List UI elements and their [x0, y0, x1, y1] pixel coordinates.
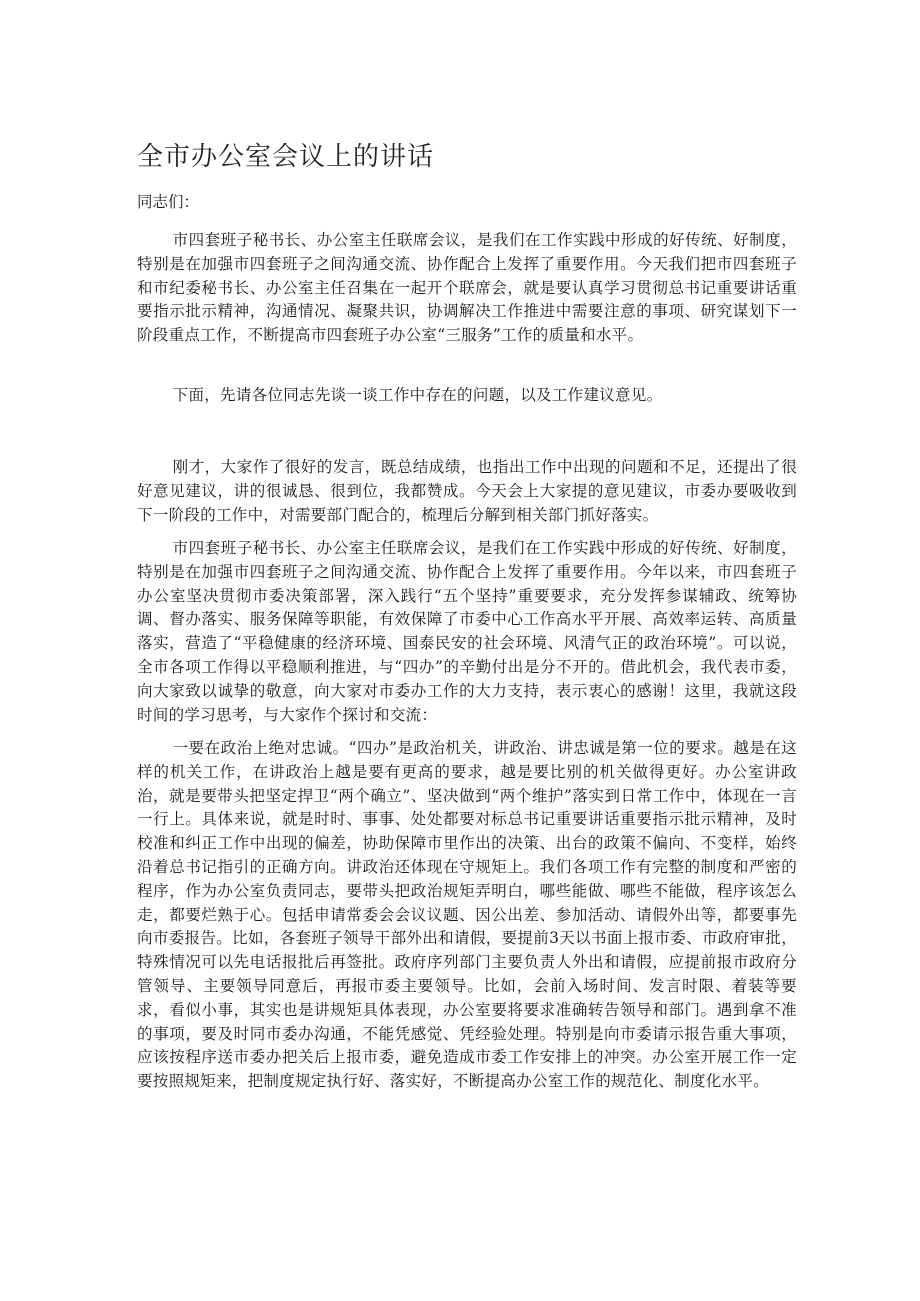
paragraph-1: 市四套班子秘书长、办公室主任联席会议，是我们在工作实践中形成的好传统、好制度，特别是在加强市四套班子之间沟通交流、协作配合上发挥了重要作用。今天我们把市四套班子和市纪委秘书长、办公室主任召集在一起开个联席会，就是要认真学习贯彻总书记重要讲话重要指示批示精神，沟通情况、凝聚共识，协调解决工作推进中需要注意的事项、研究谋划下一阶段重点工作，不断提高市四套班子办公室“三服务”工作的质量和水平。 [137, 231, 797, 345]
document-title: 全市办公室会议上的讲话 [137, 142, 435, 172]
paragraph-5: 一要在政治上绝对忠诚。“四办”是政治机关，讲政治、讲忠诚是第一位的要求。越是在这样的机关工作，在讲政治上越是要有更高的要求，越是要比别的机关做得更好。办公室讲政治，就是要带头把坚定捍卫“两个确立”、坚决做到“两个维护”落实到日常工作中，体现在一言一行上。具体来说，就是时时、事事、处处都要对标总书记重要讲话重要指示批示精神，及时校准和纠正工作中出现的偏差，协助保障市里作出的决策、出台的政策不偏向、不变样，始终沿着总书记指引的正确方向。讲政治还体现在守规矩上。我们各项工作有完整的制度和严密的程序，作为办公室负责同志，要带头把政治规矩弄明白，哪些能做、哪些不能做，程序该怎么走，都要烂熟于心。包括申请常委会会议议题、因公出差、参加活动、请假外出等，都要事先向市委报告。比如，各套班子领导干部外出和请假，要提前3天以书面上报市委、市政府审批，特殊情况可以先电话报批后再签批。政府序列部门主要负责人外出和请假，应提前报市政府分管领导、主要领导同意后，再报市委主要领导。比如，会前入场时间、发言时限、着装等要求，看似小事，其实也是讲规矩具体表现，办公室要将要求准确转告领导和部门。遇到拿不准的事项，要及时同市委办沟通，不能凭感觉、凭经验处理。特别是向市委请示报告重大事项，应该按程序送市委办把关后上报市委，避免造成市委工作安排上的冲突。办公室开展工作一定要按照规矩来，把制度规定执行好、落实好，不断提高办公室工作的规范化、制度化水平。 [137, 739, 797, 1091]
salutation: 同志们： [137, 193, 200, 211]
paragraph-3: 刚才，大家作了很好的发言，既总结成绩，也指出工作中出现的问题和不足，还提出了很好意见建议，讲的很诚恳、很到位，我都赞成。今天会上大家提的意见建议，市委办要吸收到下一阶段的工作中，对需要部门配合的，梳理后分解到相关部门抓好落实。 [137, 458, 797, 524]
paragraph-2: 下面，先请各位同志先谈一谈工作中存在的问题，以及工作建议意见。 [172, 386, 663, 404]
paragraph-4: 市四套班子秘书长、办公室主任联席会议，是我们在工作实践中形成的好传统、好制度，特别是在加强市四套班子之间沟通交流、协作配合上发挥了重要作用。今年以来，市四套班子办公室坚决贯彻市委决策部署，深入践行“五个坚持”重要要求，充分发挥参谋辅政、统筹协调、督办落实、服务保障等职能，有效保障了市委中心工作高水平开展、高效率运转、高质量落实，营造了“平稳健康的经济环境、国泰民安的社会环境、风清气正的政治环境”。可以说，全市各项工作得以平稳顺利推进，与“四办”的辛勤付出是分不开的。借此机会，我代表市委，向大家致以诚挚的敬意，向大家对市委办工作的大力支持，表示衷心的感谢！这里，我就这段时间的学习思考，与大家作个探讨和交流： [137, 539, 797, 724]
